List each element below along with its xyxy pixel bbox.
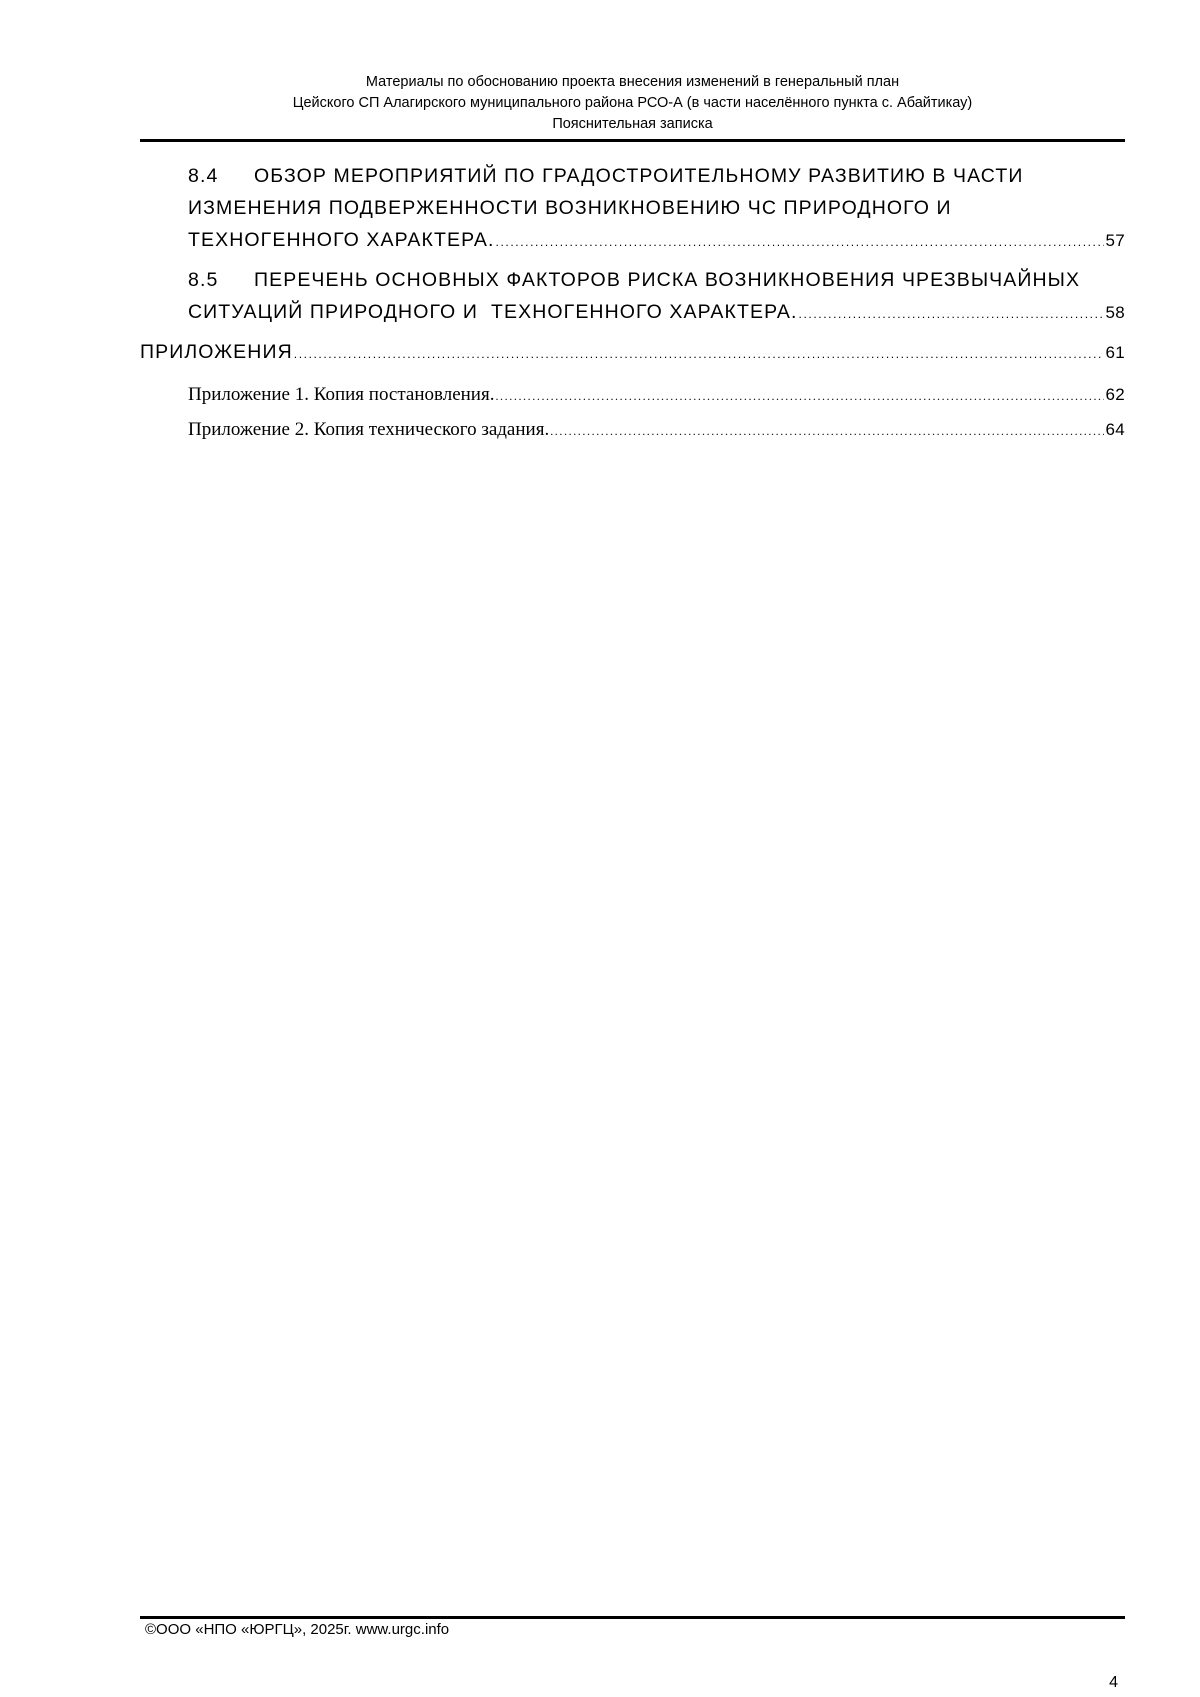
dot-leader	[550, 414, 1104, 448]
toc-entry-8-5[interactable]	[140, 264, 1125, 330]
toc-entry-title-part: ПЕРЕЧЕНЬ ОСНОВНЫХ ФАКТОРОВ РИСКА ВОЗНИКНОВЕНИЯ ЧРЕЗВЫЧАЙНЫХ	[254, 269, 1081, 291]
table-of-contents	[140, 160, 1125, 448]
toc-page-number: 62	[1105, 385, 1125, 404]
toc-entry-title-part: СИТУАЦИЙ ПРИРОДНОГО И ТЕХНОГЕННОГО ХАРАКТЕРА.	[188, 301, 798, 323]
toc-entry-last-line	[188, 413, 1125, 448]
header-line-2: Цейского СП Алагирского муниципального района РСО-А (в части населённого пункта с. Абайтикау)	[292, 95, 973, 111]
toc-entry-number: 8.4	[188, 165, 219, 187]
dot-leader	[495, 379, 1104, 413]
dot-leader	[294, 338, 1105, 370]
toc-entry-last-line	[188, 296, 1125, 330]
page-number: 4	[1109, 1674, 1118, 1691]
toc-entry-line	[188, 264, 1125, 296]
dot-leader	[496, 226, 1105, 258]
toc-page-number: 64	[1105, 420, 1125, 439]
toc-entry-8-4[interactable]	[140, 160, 1125, 258]
dot-leader	[799, 298, 1105, 330]
toc-entry-line	[188, 160, 1125, 192]
toc-entry-title-part: ИЗМЕНЕНИЯ ПОДВЕРЖЕННОСТИ ВОЗНИКНОВЕНИЮ ЧС ПРИРОДНОГО И	[188, 197, 952, 219]
toc-entry-number: 8.5	[188, 269, 219, 291]
toc-entry-appendices[interactable]	[140, 336, 1125, 370]
page-header	[140, 72, 1125, 135]
toc-entry-title-part: ТЕХНОГЕННОГО ХАРАКТЕРА.	[188, 229, 495, 251]
toc-page-number: 57	[1105, 231, 1125, 250]
toc-page-number: 61	[1105, 343, 1125, 362]
toc-entry-appendix-2[interactable]	[140, 413, 1125, 448]
toc-entry-title: ПРИЛОЖЕНИЯ	[140, 341, 293, 363]
footer-copyright: ©ООО «НПО «ЮРГЦ», 2025г. www.urgc.info	[145, 1621, 450, 1638]
toc-page-number: 58	[1105, 303, 1125, 322]
toc-entry-title: Приложение 2. Копия технического задания.	[188, 419, 550, 440]
header-line-1: Материалы по обоснованию проекта внесения изменений в генеральный план	[365, 74, 900, 90]
toc-entry-title-part: ОБЗОР МЕРОПРИЯТИЙ ПО ГРАДОСТРОИТЕЛЬНОМУ РАЗВИТИЮ В ЧАСТИ	[254, 165, 1024, 187]
header-divider	[140, 139, 1125, 142]
footer-divider	[140, 1616, 1125, 1619]
toc-entry-last-line	[188, 378, 1125, 413]
toc-entry-title: Приложение 1. Копия постановления.	[188, 384, 495, 405]
header-line-3: Пояснительная записка	[552, 116, 713, 132]
toc-entry-last-line	[140, 336, 1125, 370]
toc-entry-appendix-1[interactable]	[140, 378, 1125, 413]
toc-entry-last-line	[188, 224, 1125, 258]
